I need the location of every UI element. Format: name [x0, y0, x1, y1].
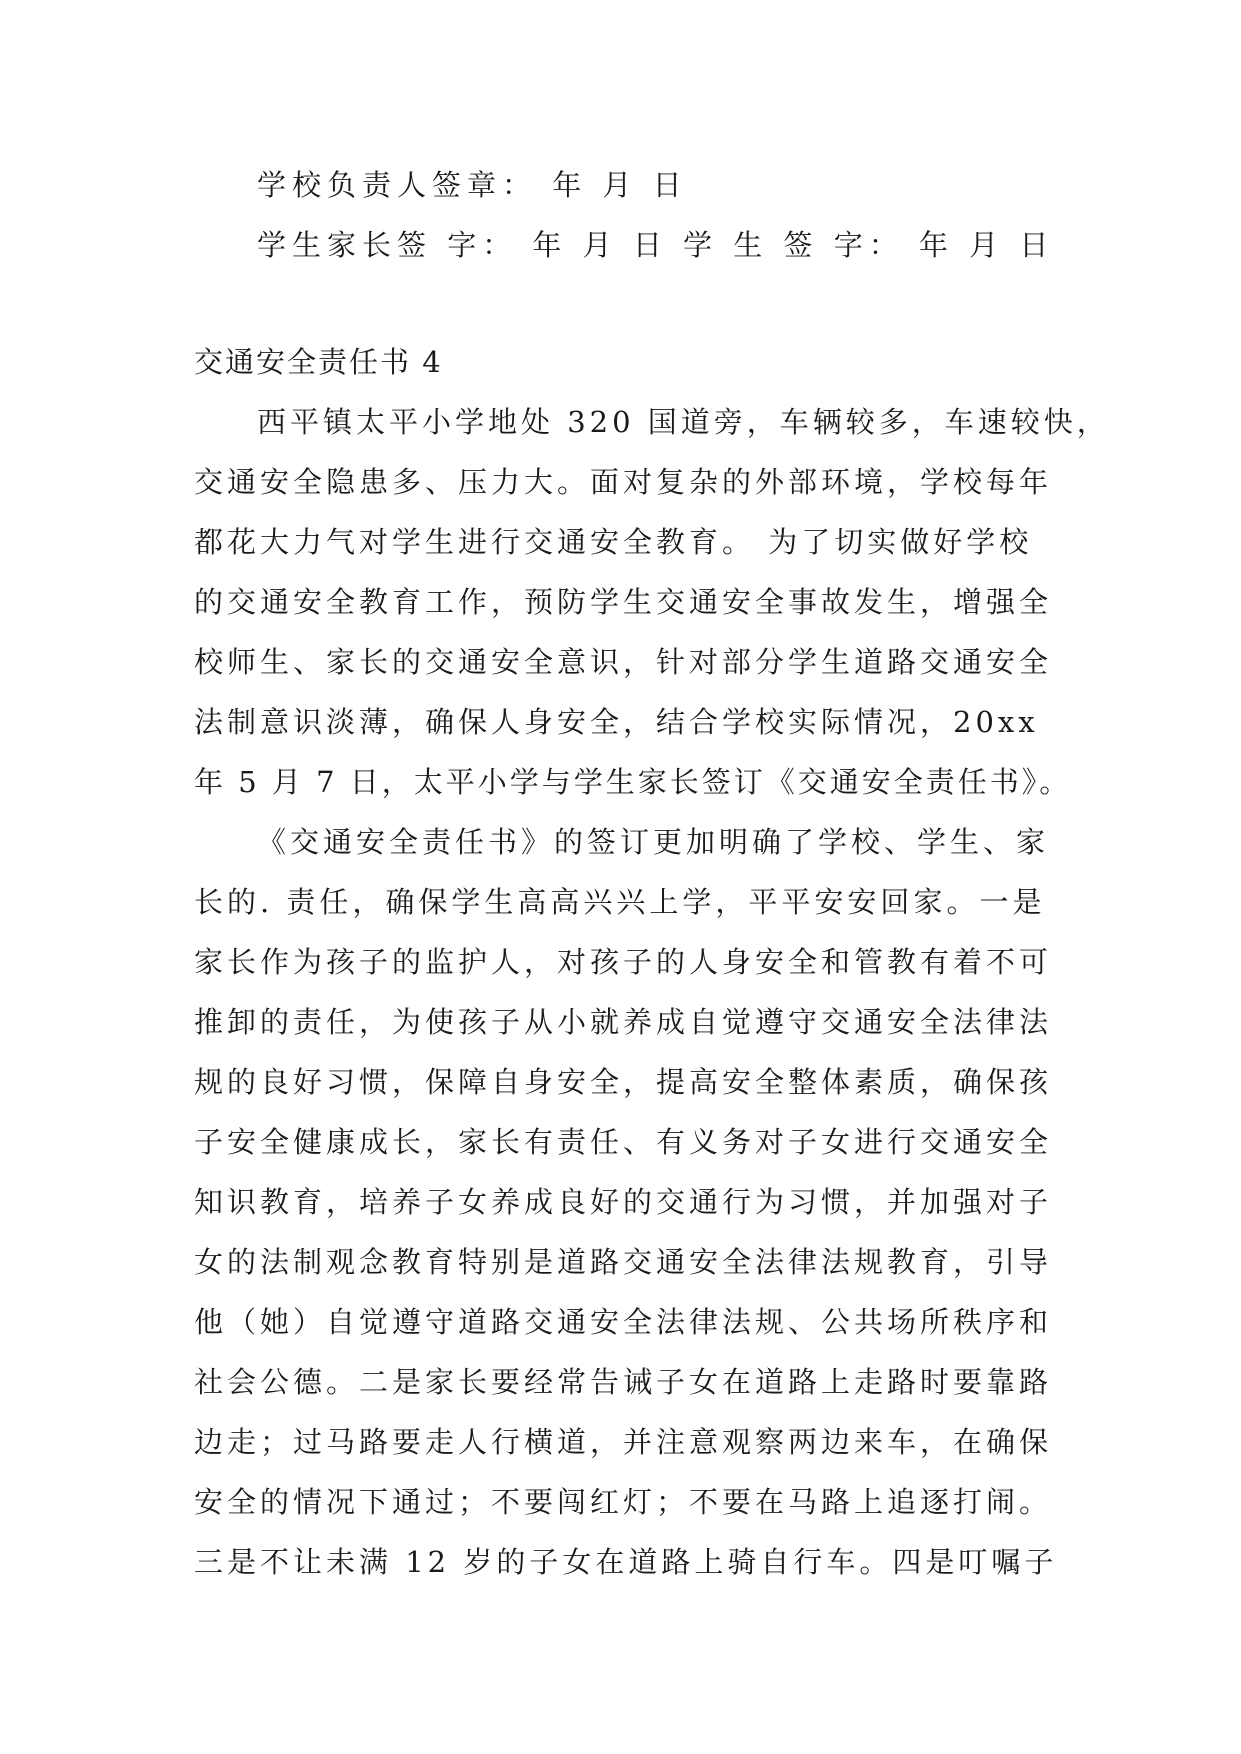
paragraph-line: 校师生、家长的交通安全意识，针对部分学生道路交通安全: [194, 645, 1053, 679]
paragraph-line: 社会公德。二是家长要经常告诫子女在道路上走路时要靠路: [194, 1365, 1053, 1399]
paragraph-line: 法制意识淡薄，确保人身安全，结合学校实际情况，20xx: [194, 705, 1039, 739]
paragraph-line: 子安全健康成长，家长有责任、有义务对子女进行交通安全: [194, 1125, 1053, 1159]
paragraph-line: 女的法制观念教育特别是道路交通安全法律法规教育，引导: [194, 1245, 1053, 1279]
paragraph-line: 规的良好习惯，保障自身安全，提高安全整体素质，确保孩: [194, 1065, 1053, 1099]
paragraph-line: 知识教育，培养子女养成良好的交通行为习惯，并加强对子: [194, 1185, 1053, 1219]
paragraph-line: 家长作为孩子的监护人，对孩子的人身安全和管教有着不可: [194, 945, 1053, 979]
paragraph-line: 年 5 月 7 日，太平小学与学生家长签订《交通安全责任书》。: [194, 765, 1072, 799]
paragraph-line: 的交通安全教育工作，预防学生交通安全事故发生，增强全: [194, 585, 1053, 619]
parent-student-signature-line: 学生家长签 字： 年 月 日 学 生 签 字： 年 月 日: [257, 228, 1055, 262]
paragraph-line: 都花大力气对学生进行交通安全教育。 为了切实做好学校: [194, 525, 1033, 559]
paragraph-line: 三是不让未满 12 岁的子女在道路上骑自行车。四是叮嘱子: [194, 1545, 1058, 1579]
paragraph-line: 他（她）自觉遵守道路交通安全法律法规、公共场所秩序和: [194, 1305, 1053, 1339]
principal-signature-line: 学校负责人签章： 年 月 日: [257, 168, 688, 202]
section-title: 交通安全责任书 4: [194, 345, 443, 379]
paragraph-line: 推卸的责任，为使孩子从小就养成自觉遵守交通安全法律法: [194, 1005, 1053, 1039]
paragraph-line: 边走；过马路要走人行横道，并注意观察两边来车，在确保: [194, 1425, 1053, 1459]
paragraph-line: 西平镇太平小学地处 320 国道旁，车辆较多，车速较快，: [257, 405, 1110, 439]
paragraph-line: 安全的情况下通过；不要闯红灯；不要在马路上追逐打闹。: [194, 1485, 1053, 1519]
paragraph-line: 《交通安全责任书》的签订更加明确了学校、学生、家: [257, 825, 1050, 859]
paragraph-line: 长的. 责任，确保学生高高兴兴上学，平平安安回家。一是: [194, 885, 1046, 919]
paragraph-line: 交通安全隐患多、压力大。面对复杂的外部环境，学校每年: [194, 465, 1053, 499]
